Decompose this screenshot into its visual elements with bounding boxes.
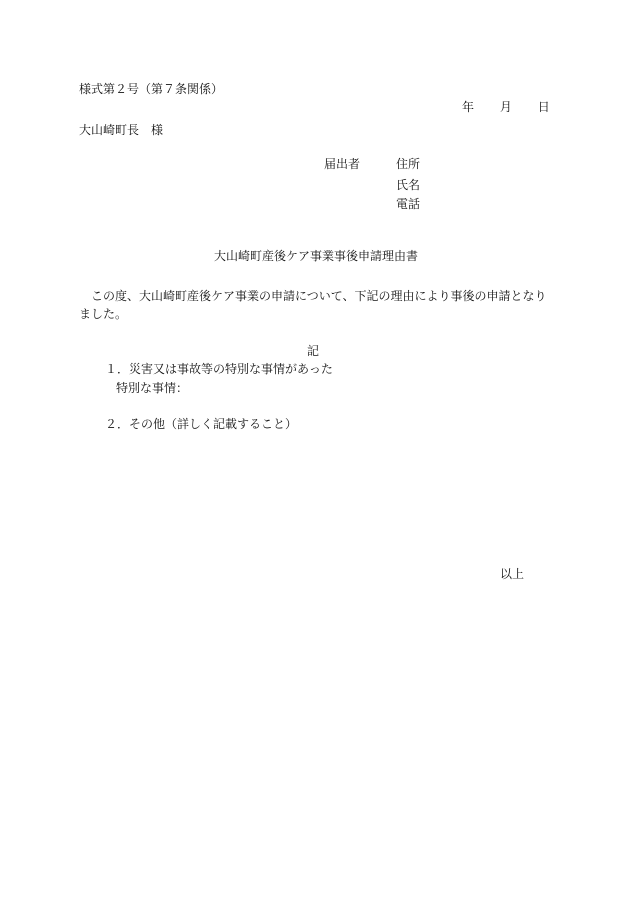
closing-mark: 以上 (500, 567, 525, 581)
addressee: 大山崎町長 様 (79, 123, 164, 137)
reason-item-1: １．災害又は事故等の特別な事情があった (105, 362, 333, 376)
date-day-label: 日 (537, 100, 550, 114)
date-month-label: 月 (499, 100, 512, 114)
form-number: 様式第２号（第７条関係） (79, 82, 224, 96)
date-row (462, 99, 550, 115)
date-year-label: 年 (462, 100, 475, 114)
address-label: 住所 (396, 157, 421, 171)
reason-item-1-detail: 特別な事情： (116, 381, 189, 395)
phone-label: 電話 (396, 197, 421, 211)
document-title: 大山崎町産後ケア事業事後申請理由書 (214, 249, 419, 263)
ki-heading: 記 (307, 344, 320, 358)
name-label: 氏名 (396, 178, 421, 192)
submitter-label: 届出者 (324, 157, 361, 171)
body-paragraph: この度、大山崎町産後ケア事業の申請について、下記の理由により事後の申請となりました。 (79, 289, 547, 321)
reason-item-2: ２．その他（詳しく記載すること） (105, 417, 298, 431)
